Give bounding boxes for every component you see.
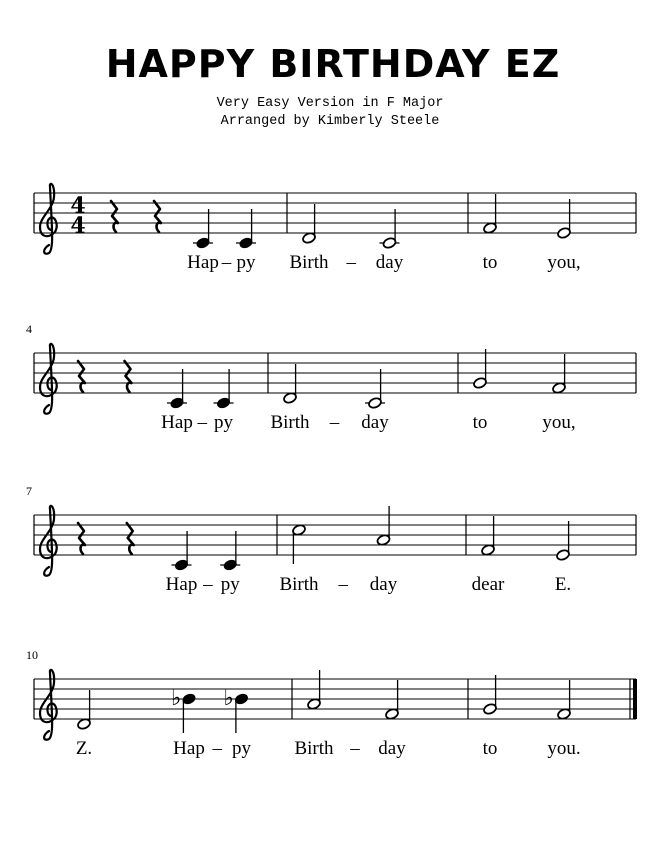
- lyric-syllable: you.: [547, 738, 581, 759]
- song-title: HAPPY BIRTHDAY EZ: [105, 42, 561, 86]
- time-signature-numerator: 4: [70, 193, 86, 219]
- treble-clef-icon: [40, 670, 57, 740]
- lyric-hyphen: –: [338, 574, 348, 595]
- quarter-rest: [78, 523, 85, 554]
- song-subtitle: Very Easy Version in F Major: [216, 96, 444, 111]
- lyric-syllable: Birth: [270, 412, 310, 433]
- lyric-hyphen: –: [329, 412, 340, 433]
- note: [376, 506, 391, 546]
- measure-number: 7: [26, 484, 32, 498]
- lyric-syllable: Hap: [173, 738, 205, 759]
- note: [483, 194, 498, 234]
- lyric-syllable: you,: [542, 412, 576, 433]
- note: [172, 531, 192, 571]
- staff-systems: [26, 184, 637, 759]
- note: [481, 516, 496, 556]
- lyric-hyphen: –: [203, 574, 213, 595]
- note: [557, 680, 572, 720]
- measure-number: 10: [26, 648, 38, 662]
- lyric-syllable: py: [220, 574, 240, 595]
- final-barline-thick: [633, 679, 637, 719]
- lyric-hyphen: –: [221, 252, 232, 273]
- quarter-rest: [125, 361, 132, 392]
- lyric-syllable: Hap: [187, 252, 219, 273]
- lyric-syllable: Z.: [75, 738, 93, 759]
- lyric-syllable: to: [472, 412, 488, 433]
- flat-accidental: ♭: [223, 686, 234, 711]
- note: [77, 690, 92, 730]
- note: [193, 209, 213, 249]
- staff-system: [26, 648, 637, 759]
- quarter-rest: [127, 523, 134, 554]
- note: [236, 209, 256, 249]
- quarter-rest: [111, 201, 118, 232]
- arranger-credit: Arranged by Kimberly Steele: [220, 114, 440, 129]
- staff-system: [26, 484, 636, 595]
- quarter-rest: [78, 361, 85, 392]
- note: [214, 369, 234, 409]
- lyric-hyphen: –: [212, 738, 222, 759]
- note: [473, 349, 488, 389]
- lyric-hyphen: –: [197, 412, 207, 433]
- note: [220, 531, 240, 571]
- note: [302, 204, 317, 244]
- lyric-syllable: dear: [471, 574, 505, 595]
- note: [365, 369, 385, 409]
- lyric-syllable: Birth: [289, 252, 329, 273]
- measure-number: 4: [26, 322, 32, 336]
- lyric-syllable: py: [232, 738, 251, 759]
- treble-clef-icon: [40, 184, 57, 254]
- lyric-syllable: day: [375, 252, 404, 273]
- staff-system: [34, 184, 636, 273]
- note: [556, 521, 571, 561]
- note: [283, 364, 298, 404]
- lyric-syllable: day: [378, 738, 406, 759]
- lyric-syllable: Birth: [294, 738, 334, 759]
- note: [385, 680, 400, 720]
- lyric-syllable: E.: [554, 574, 572, 595]
- lyric-syllable: Hap: [165, 574, 198, 595]
- note: [380, 209, 400, 249]
- quarter-rest: [154, 201, 161, 232]
- treble-clef-icon: [40, 344, 57, 414]
- lyric-syllable: day: [369, 574, 398, 595]
- note: [483, 675, 498, 715]
- lyric-syllable: to: [482, 252, 498, 273]
- staff-system: [26, 322, 636, 433]
- lyric-syllable: Birth: [279, 574, 319, 595]
- note: [307, 670, 322, 710]
- lyric-syllable: py: [236, 252, 256, 273]
- lyric-syllable: py: [214, 412, 233, 433]
- note: [557, 199, 572, 239]
- flat-accidental: ♭: [171, 686, 182, 711]
- lyric-hyphen: –: [346, 252, 356, 273]
- note: [167, 369, 187, 409]
- treble-clef-icon: [40, 506, 57, 576]
- lyric-hyphen: –: [350, 738, 360, 759]
- lyric-syllable: Hap: [161, 412, 193, 433]
- time-signature-denominator: 4: [70, 213, 86, 239]
- lyric-syllable: you,: [547, 252, 581, 273]
- note: [552, 354, 567, 394]
- lyric-syllable: day: [361, 412, 389, 433]
- lyric-syllable: to: [482, 738, 498, 759]
- note: [292, 524, 307, 564]
